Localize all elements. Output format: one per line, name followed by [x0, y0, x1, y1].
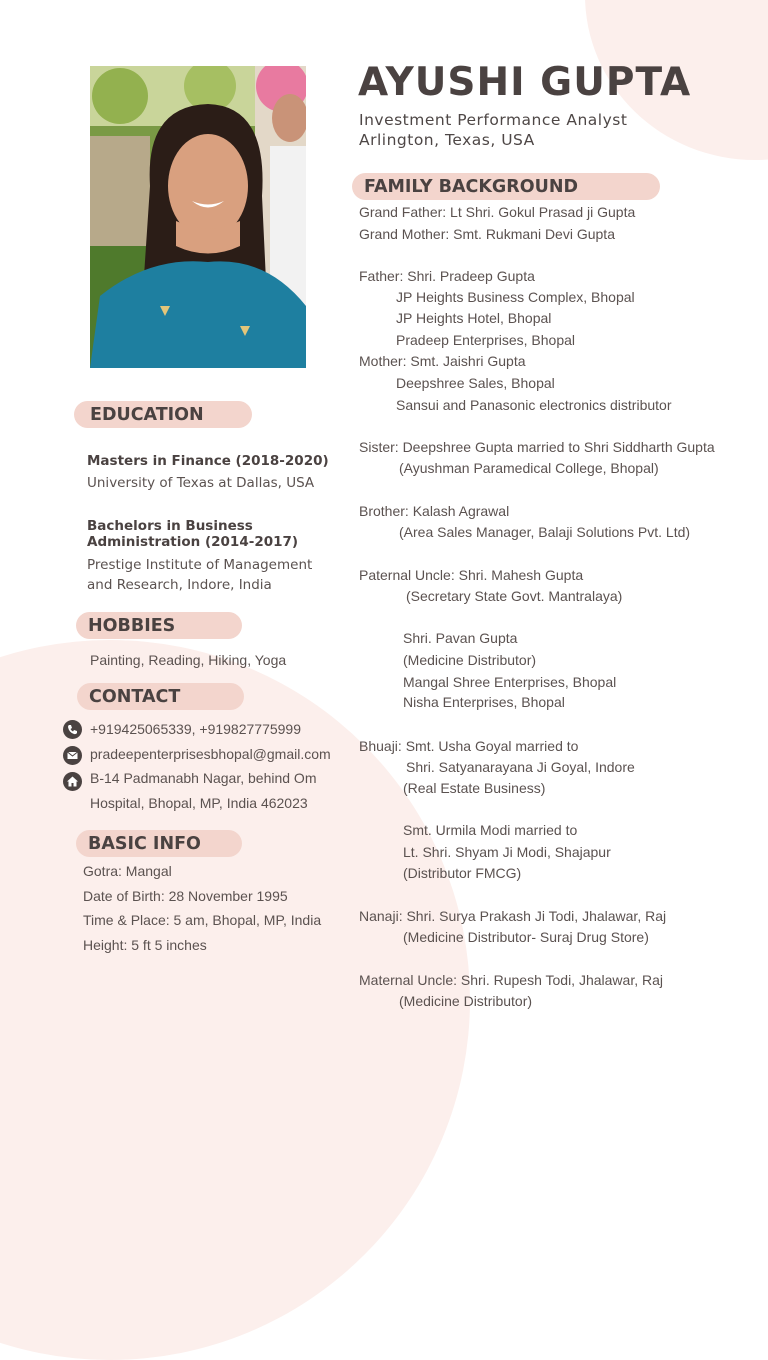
profile-photo: [90, 66, 306, 368]
family-line: Grand Father: Lt Shri. Gokul Prasad ji Gupta: [359, 204, 636, 220]
family-line: Deepshree Sales, Bhopal: [396, 375, 555, 391]
family-line: Mangal Shree Enterprises, Bhopal: [403, 674, 617, 690]
family-line: Nisha Enterprises, Bhopal: [403, 694, 565, 710]
family-line: JP Heights Business Complex, Bhopal: [396, 289, 635, 305]
family-background-heading-label: FAMILY BACKGROUND: [364, 177, 578, 197]
family-line: (Ayushman Paramedical College, Bhopal): [399, 460, 659, 476]
basic-info-item: Height: 5 ft 5 inches: [83, 937, 207, 953]
family-line: (Medicine Distributor): [399, 993, 533, 1009]
basic-info-item: Date of Birth: 28 November 1995: [83, 888, 288, 904]
contact-heading-label: CONTACT: [89, 687, 181, 707]
family-line: Smt. Urmila Modi married to: [403, 822, 578, 838]
family-background-heading: [352, 173, 660, 200]
education-heading: [74, 401, 252, 428]
family-line: Maternal Uncle: Shri. Rupesh Todi, Jhalawar, Raj: [359, 972, 664, 988]
hobbies-heading-label: HOBBIES: [88, 616, 176, 636]
education-institution: and Research, Indore, India: [87, 577, 272, 593]
phone-numbers: +919425065339, +919827775999: [90, 721, 301, 737]
family-line: Grand Mother: Smt. Rukmani Devi Gupta: [359, 226, 615, 242]
basic-info-heading-label: BASIC INFO: [88, 834, 201, 854]
basic-info-item: Gotra: Mangal: [83, 863, 172, 879]
candidate-name: AYUSHI GUPTA: [358, 60, 692, 105]
email-address[interactable]: pradeepenterprisesbhopal@gmail.com: [90, 746, 331, 762]
home-icon: [63, 772, 82, 791]
education-degree: Administration (2014-2017): [87, 534, 299, 550]
family-line: Sister: Deepshree Gupta married to Shri Siddharth Gupta: [359, 439, 715, 455]
family-line: Bhuaji: Smt. Usha Goyal married to: [359, 738, 579, 754]
job-title: Investment Performance Analyst: [359, 111, 628, 129]
location: Arlington, Texas, USA: [359, 131, 535, 149]
family-line: Shri. Satyanarayana Ji Goyal, Indore: [406, 759, 635, 775]
basic-info-item: Time & Place: 5 am, Bhopal, MP, India: [83, 912, 322, 928]
family-line: Mother: Smt. Jaishri Gupta: [359, 353, 526, 369]
email-icon: [63, 746, 82, 765]
address-line: B-14 Padmanabh Nagar, behind Om: [90, 770, 317, 786]
family-line: Shri. Pavan Gupta: [403, 630, 518, 646]
phone-icon: [63, 720, 82, 739]
education-institution: Prestige Institute of Management: [87, 557, 313, 573]
family-line: Paternal Uncle: Shri. Mahesh Gupta: [359, 567, 584, 583]
family-line: Sansui and Panasonic electronics distributor: [396, 397, 672, 413]
contact-heading: [77, 683, 244, 710]
education-degree: Masters in Finance (2018-2020): [87, 453, 329, 469]
hobbies-heading: [76, 612, 242, 639]
education-heading-label: EDUCATION: [90, 405, 204, 425]
family-line: (Medicine Distributor- Suraj Drug Store): [403, 929, 649, 945]
basic-info-heading: [76, 830, 242, 857]
family-line: (Real Estate Business): [403, 780, 546, 796]
family-line: (Secretary State Govt. Mantralaya): [406, 588, 623, 604]
family-line: Lt. Shri. Shyam Ji Modi, Shajapur: [403, 844, 611, 860]
family-line: Pradeep Enterprises, Bhopal: [396, 332, 575, 348]
family-line: (Distributor FMCG): [403, 865, 522, 881]
education-degree: Bachelors in Business: [87, 518, 253, 534]
family-line: JP Heights Hotel, Bhopal: [396, 310, 552, 326]
family-line: Father: Shri. Pradeep Gupta: [359, 268, 535, 284]
education-institution: University of Texas at Dallas, USA: [87, 475, 315, 491]
hobbies-text: Painting, Reading, Hiking, Yoga: [90, 652, 287, 668]
address-line: Hospital, Bhopal, MP, India 462023: [90, 795, 308, 811]
family-line: (Area Sales Manager, Balaji Solutions Pvt. Ltd): [399, 524, 691, 540]
family-line: (Medicine Distributor): [403, 652, 537, 668]
family-line: Brother: Kalash Agrawal: [359, 503, 510, 519]
family-line: Nanaji: Shri. Surya Prakash Ji Todi, Jhalawar, Raj: [359, 908, 667, 924]
